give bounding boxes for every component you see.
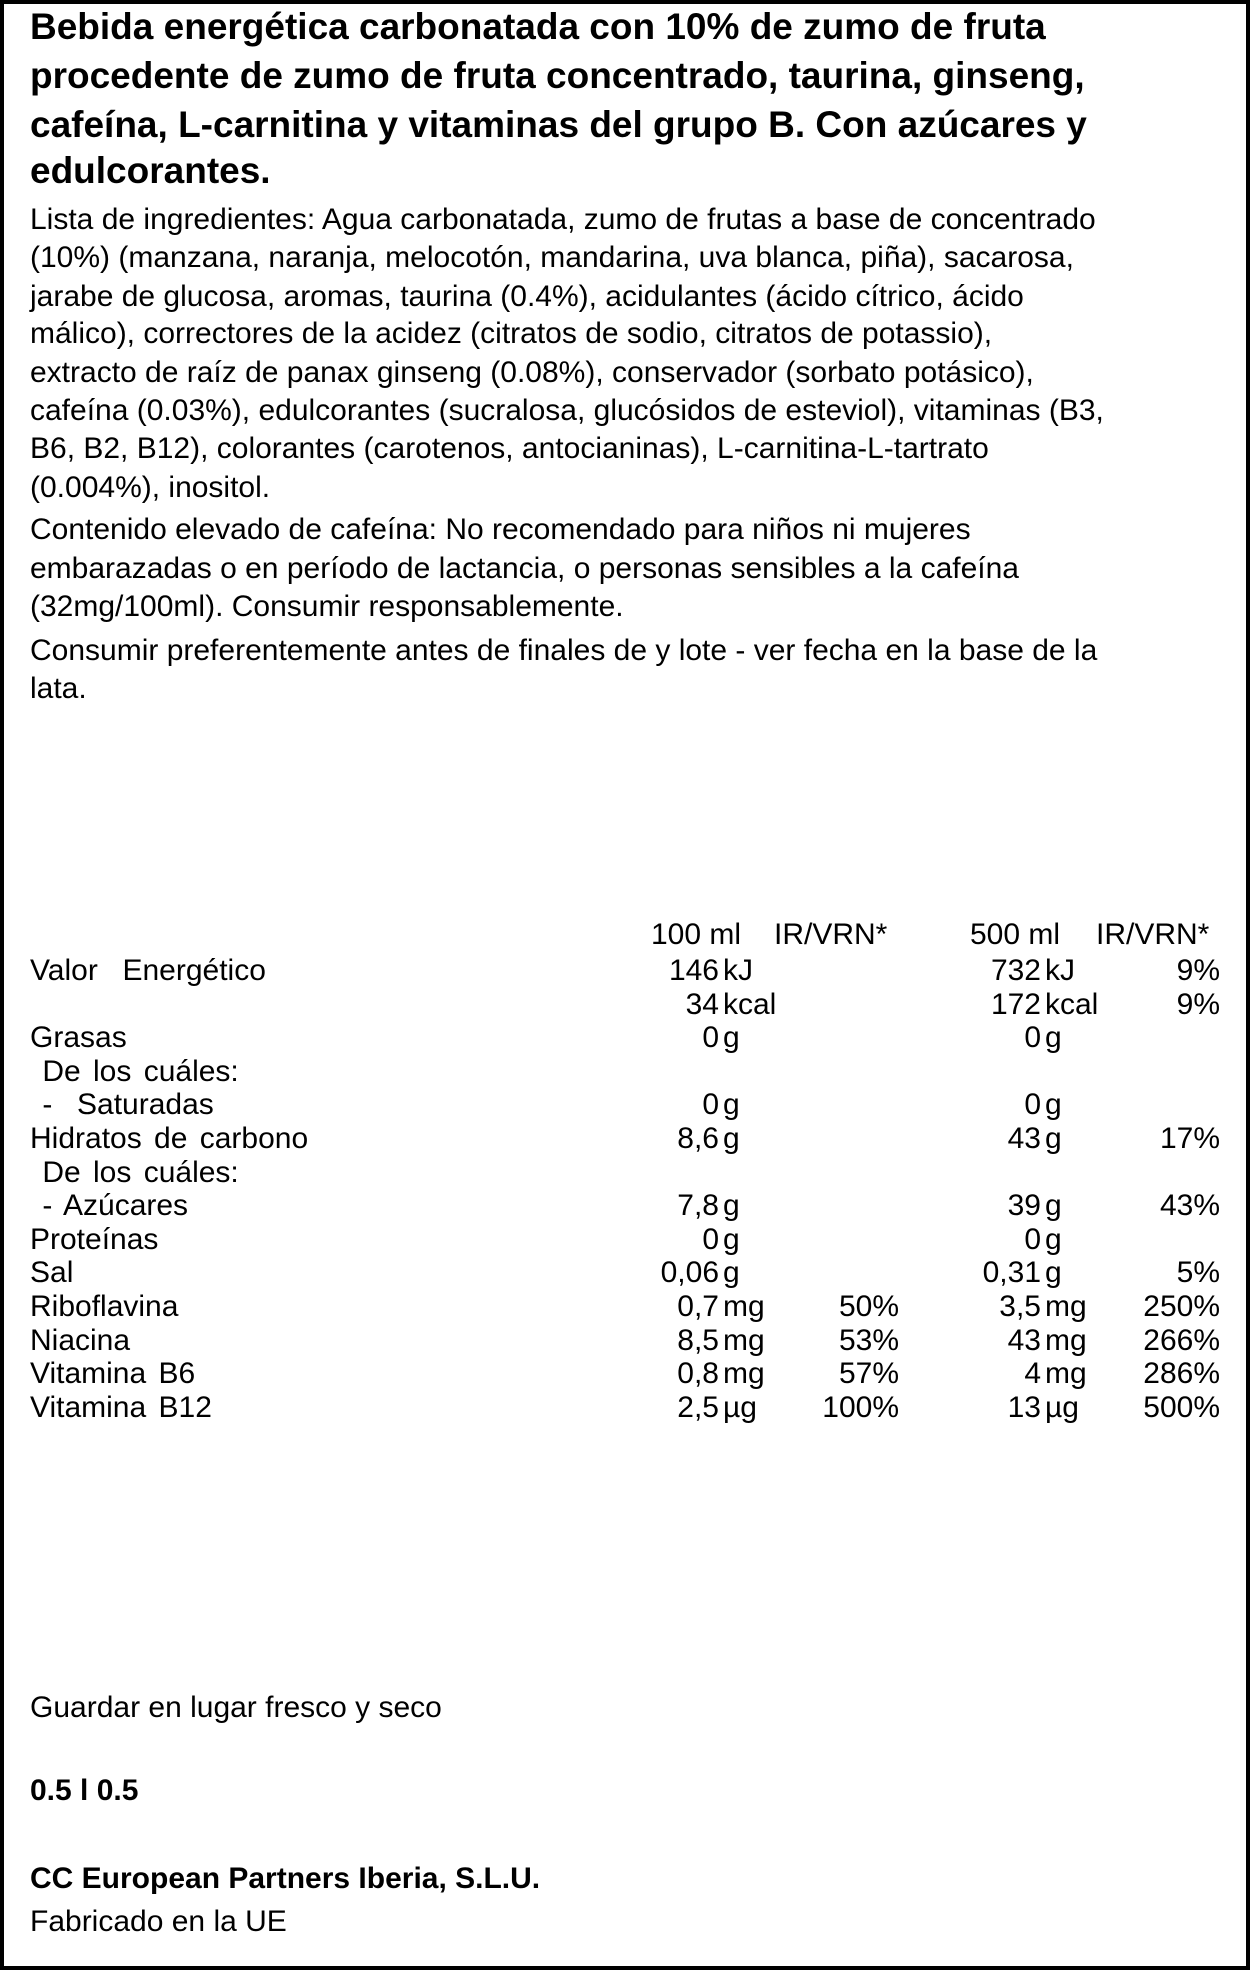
value-per-500ml: 13: [1007, 1391, 1041, 1424]
ir-per-100ml: 50%: [838, 1290, 899, 1323]
unit-per-100ml: kJ: [723, 954, 753, 987]
value-per-100ml: 0: [702, 1021, 719, 1054]
nutrient-label: Grasas: [30, 1021, 127, 1054]
unit-per-100ml: g: [723, 1189, 740, 1222]
nutrient-label: Proteínas: [30, 1223, 159, 1256]
value-per-100ml: 7,8: [677, 1189, 719, 1222]
unit-per-100ml: mg: [723, 1324, 765, 1357]
value-per-100ml: 34: [685, 988, 719, 1021]
value-per-100ml: 0,7: [677, 1290, 719, 1323]
unit-per-500ml: g: [1045, 1256, 1062, 1289]
ingredients-line: B6, B2, B12), colorantes (carotenos, antocianinas), L-carnitina-L-tartrato: [30, 432, 989, 465]
value-per-500ml: 732: [990, 954, 1041, 987]
unit-per-500ml: [1045, 1054, 1125, 1090]
unit-per-500ml: kcal: [1045, 988, 1099, 1021]
value-per-500ml: 172: [990, 988, 1041, 1021]
value-per-100ml: 8,6: [677, 1122, 719, 1155]
ir-per-500ml: [1120, 1054, 1220, 1090]
unit-per-500ml: g: [1045, 1122, 1062, 1155]
header-ir-100ml: IR/VRN*: [774, 918, 888, 951]
unit-per-100ml: g: [723, 1122, 740, 1155]
value-per-500ml: [884, 1054, 1041, 1090]
unit-per-500ml: mg: [1045, 1357, 1087, 1390]
ir-per-500ml: 5%: [1176, 1256, 1220, 1289]
title-line: cafeína, L-carnitina y vitaminas del grupo B. Con azúcares y: [30, 104, 1087, 145]
ir-per-100ml: 53%: [838, 1324, 899, 1357]
unit-per-500ml: g: [1045, 1189, 1062, 1222]
value-per-500ml: 43: [1007, 1324, 1041, 1357]
best-before-line: lata.: [30, 672, 87, 705]
ir-per-500ml: [1120, 1222, 1220, 1258]
nutrient-label: Vitamina B12: [30, 1391, 212, 1424]
value-per-100ml: [564, 1054, 719, 1090]
value-per-500ml: 0,31: [982, 1256, 1041, 1289]
company-name: CC European Partners Iberia, S.L.U.: [30, 1862, 541, 1895]
title-line: Bebida energética carbonatada con 10% de zumo de fruta: [30, 6, 1046, 47]
unit-per-100ml: [723, 1155, 803, 1191]
value-per-100ml: 0,8: [677, 1357, 719, 1390]
unit-per-100ml: mg: [723, 1357, 765, 1390]
ir-per-500ml: [1120, 1020, 1220, 1056]
header-per-100ml: 100 ml: [651, 918, 742, 951]
value-per-100ml: [564, 1155, 719, 1191]
nutrient-label: Niacina: [30, 1324, 131, 1357]
unit-per-100ml: g: [723, 1021, 740, 1054]
unit-per-500ml: mg: [1045, 1324, 1087, 1357]
ingredients-line: extracto de raíz de panax ginseng (0.08%), conservador (sorbato potásico),: [30, 356, 1034, 389]
unit-per-500ml: µg: [1045, 1391, 1079, 1424]
title-line: procedente de zumo de fruta concentrado, taurina, ginseng,: [30, 55, 1085, 96]
ir-per-500ml: 266%: [1143, 1324, 1220, 1357]
value-per-500ml: 3,5: [999, 1290, 1041, 1323]
unit-per-500ml: g: [1045, 1223, 1062, 1256]
value-per-500ml: 39: [1007, 1189, 1041, 1222]
header-ir-500ml: IR/VRN*: [1096, 918, 1210, 951]
value-per-500ml: 0: [1024, 1021, 1041, 1054]
ingredients-line: cafeína (0.03%), edulcorantes (sucralosa, glucósidos de esteviol), vitaminas (B3,: [30, 394, 1104, 427]
value-per-100ml: 0: [702, 1223, 719, 1256]
nutrient-label: Sal: [30, 1256, 74, 1289]
ingredients-line: Lista de ingredientes: Agua carbonatada, zumo de frutas a base de concentrado: [30, 203, 1096, 236]
value-per-100ml: 146: [668, 954, 719, 987]
title-line: edulcorantes.: [30, 150, 271, 191]
value-per-100ml: 0: [702, 1088, 719, 1121]
unit-per-100ml: g: [723, 1088, 740, 1121]
ir-per-100ml: 57%: [838, 1357, 899, 1390]
value-per-500ml: 0: [1024, 1223, 1041, 1256]
storage-instructions: Guardar en lugar fresco y seco: [30, 1691, 442, 1724]
unit-per-500ml: mg: [1045, 1290, 1087, 1323]
ir-per-500ml: [1120, 1087, 1220, 1123]
caffeine-warning-line: embarazadas o en período de lactancia, o personas sensibles a la cafeína: [30, 552, 1019, 585]
value-per-500ml: 4: [1024, 1357, 1041, 1390]
nutrient-label: Riboflavina: [30, 1290, 179, 1323]
nutrient-label: Hidratos de carbono: [30, 1122, 309, 1155]
ingredients-line: (0.004%), inositol.: [30, 471, 271, 504]
unit-per-100ml: g: [723, 1223, 740, 1256]
value-per-100ml: 0,06: [660, 1256, 719, 1289]
nutrient-label: Valor Energético: [30, 954, 266, 987]
unit-per-500ml: g: [1045, 1088, 1062, 1121]
unit-per-100ml: [723, 1054, 803, 1090]
ir-per-500ml: [1120, 1155, 1220, 1191]
unit-per-500ml: kJ: [1045, 954, 1075, 987]
ir-per-500ml: 500%: [1143, 1391, 1220, 1424]
value-per-500ml: 43: [1007, 1122, 1041, 1155]
value-per-100ml: 8,5: [677, 1324, 719, 1357]
unit-per-100ml: g: [723, 1256, 740, 1289]
ir-per-500ml: 9%: [1176, 988, 1220, 1021]
nutrient-label: Vitamina B6: [30, 1357, 196, 1390]
header-per-500ml: 500 ml: [970, 918, 1061, 951]
ir-per-500ml: 250%: [1143, 1290, 1220, 1323]
ingredients-line: málico), correctores de la acidez (citratos de sodio, citratos de potassio),: [30, 317, 993, 350]
ir-per-500ml: 286%: [1143, 1357, 1220, 1390]
unit-per-500ml: [1045, 1155, 1125, 1191]
ir-per-500ml: 17%: [1159, 1122, 1220, 1155]
net-volume: 0.5 l 0.5: [30, 1774, 139, 1807]
nutrient-label: De los cuáles:: [30, 1055, 239, 1088]
caffeine-warning-line: Contenido elevado de cafeína: No recomendado para niños ni mujeres: [30, 513, 971, 546]
ingredients-line: (10%) (manzana, naranja, melocotón, mandarina, uva blanca, piña), sacarosa,: [30, 241, 1074, 274]
nutrient-label: De los cuáles:: [30, 1156, 239, 1189]
unit-per-100ml: mg: [723, 1290, 765, 1323]
manufacturing-origin: Fabricado en la UE: [30, 1905, 287, 1938]
value-per-500ml: 0: [1024, 1088, 1041, 1121]
value-per-500ml: [884, 1155, 1041, 1191]
unit-per-100ml: µg: [723, 1391, 757, 1424]
nutrient-label: - Saturadas: [30, 1088, 214, 1121]
ir-per-100ml: 100%: [822, 1391, 899, 1424]
value-per-100ml: 2,5: [677, 1391, 719, 1424]
ingredients-line: jarabe de glucosa, aromas, taurina (0.4%), acidulantes (ácido cítrico, ácido: [30, 280, 1024, 313]
nutrient-label: - Azúcares: [30, 1189, 189, 1222]
caffeine-warning-line: (32mg/100ml). Consumir responsablemente.: [30, 590, 624, 623]
ir-per-500ml: 9%: [1176, 954, 1220, 987]
unit-per-500ml: g: [1045, 1021, 1062, 1054]
best-before-line: Consumir preferentemente antes de finales de y lote - ver fecha en la base de la: [30, 634, 1098, 667]
unit-per-100ml: kcal: [723, 988, 777, 1021]
ir-per-500ml: 43%: [1159, 1189, 1220, 1222]
